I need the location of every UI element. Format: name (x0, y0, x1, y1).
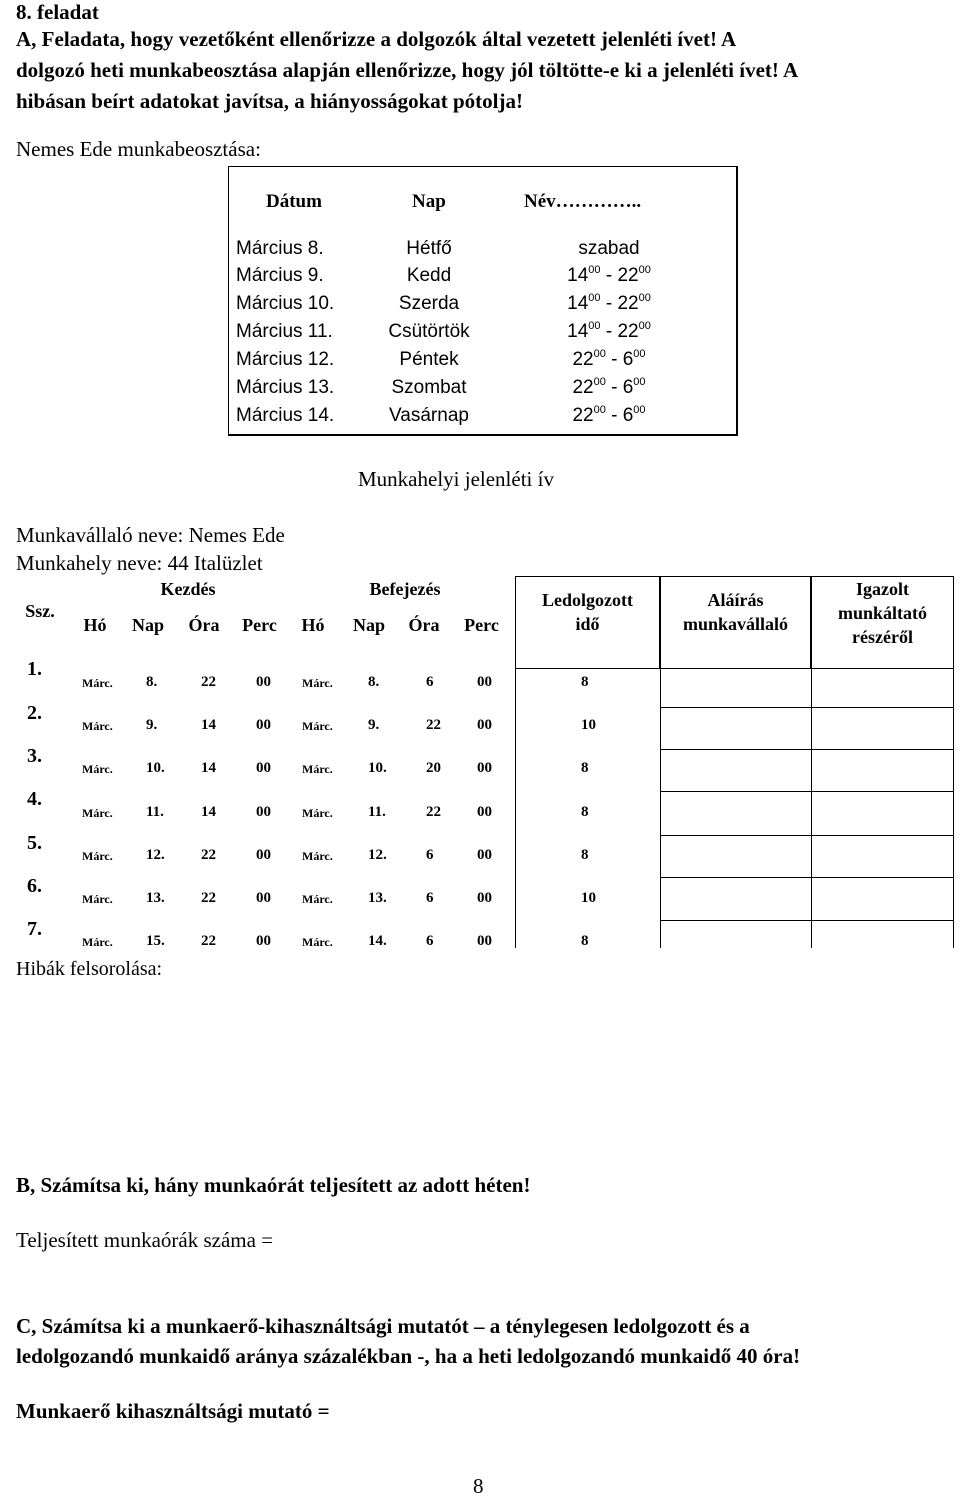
header-ledolgozott-1: Ledolgozott (542, 590, 633, 610)
cell-ledolgozott-ido: 8 (581, 760, 589, 776)
schedule-start-minute: 00 (593, 376, 606, 388)
cell-ho-start: Márc. (82, 719, 113, 733)
schedule-start-minute: 00 (588, 320, 601, 332)
cell-ora-start: 22 (201, 674, 216, 690)
cell-ho-end: Márc. (302, 935, 333, 949)
cell-ledolgozott-ido: 8 (581, 847, 589, 863)
cell-nap-start: 15. (146, 933, 165, 949)
schedule-table (228, 166, 738, 436)
cell-ora-end: 6 (426, 847, 434, 863)
cell-perc-end: 00 (477, 804, 492, 820)
grid-horizontal-line (660, 920, 954, 921)
task-title: 8. feladat (16, 0, 99, 24)
schedule-day: Péntek (399, 349, 459, 370)
schedule-row (229, 377, 736, 403)
row-number: 1. (27, 658, 42, 680)
cell-ora-start: 22 (201, 933, 216, 949)
grid-vertical-line (811, 669, 812, 948)
header-ora-1: Óra (188, 615, 220, 635)
header-nap-2: Nap (352, 615, 385, 635)
cell-ora-end: 22 (426, 804, 441, 820)
schedule-end-minute: 00 (638, 320, 651, 332)
header-igazolt-2: munkáltató (837, 603, 927, 623)
cell-perc-end: 00 (477, 933, 492, 949)
cell-ho-start: Márc. (82, 892, 113, 906)
row-number: 4. (27, 788, 42, 810)
part-b-question: B, Számítsa ki, hány munkaórát teljesített az adott héten! (16, 1173, 531, 1197)
cell-perc-end: 00 (477, 717, 492, 733)
schedule-end-hour: 6 (622, 405, 634, 426)
part-c-question-line-1: C, Számítsa ki a munkaerő-kihasználtsági mutatót – a ténylegesen ledolgozott és a (16, 1314, 750, 1338)
schedule-end-hour: 22 (617, 265, 639, 286)
cell-ledolgozott-ido: 8 (581, 933, 589, 949)
grid-horizontal-line (660, 791, 954, 792)
header-ora-2: Óra (408, 615, 440, 635)
cell-ora-end: 22 (426, 717, 441, 733)
part-c-answer-label: Munkaerő kihasználtsági mutató = (16, 1399, 330, 1423)
errors-label: Hibák felsorolása: (16, 958, 163, 980)
header-kezdes: Kezdés (160, 579, 216, 599)
cell-perc-start: 00 (256, 933, 271, 949)
schedule-start-minute: 00 (593, 404, 606, 416)
schedule-time (529, 377, 689, 399)
schedule-date: Március 11. (236, 321, 333, 342)
cell-ledolgozott-ido: 8 (581, 674, 589, 690)
cell-perc-start: 00 (256, 717, 271, 733)
cell-nap-end: 9. (368, 717, 380, 733)
schedule-end-hour: 6 (622, 377, 634, 398)
row-number: 5. (27, 832, 42, 854)
header-alairas-1: Aláírás (707, 590, 764, 610)
cell-ora-end: 6 (426, 890, 434, 906)
schedule-day: Hétfő (406, 238, 452, 259)
header-alairas-2: munkavállaló (682, 614, 789, 634)
schedule-end-hour: 6 (622, 349, 634, 370)
cell-ho-end: Márc. (302, 849, 333, 863)
grid-horizontal-line (660, 749, 954, 750)
grid-horizontal-line (660, 835, 954, 836)
cell-ho-end: Márc. (302, 762, 333, 776)
schedule-header-day: Nap (412, 191, 446, 212)
schedule-start-hour: 22 (572, 349, 594, 370)
cell-perc-start: 00 (256, 760, 271, 776)
row-number: 2. (27, 702, 42, 724)
grid-horizontal-line (660, 707, 954, 708)
cell-perc-end: 00 (477, 760, 492, 776)
grid-vertical-line (660, 669, 661, 948)
schedule-date: Március 10. (236, 293, 335, 314)
cell-ho-end: Márc. (302, 806, 333, 820)
header-ho-2: Hó (301, 615, 325, 635)
schedule-start-minute: 00 (588, 292, 601, 304)
cell-ho-start: Márc. (82, 849, 113, 863)
schedule-time (529, 321, 689, 343)
cell-ora-start: 14 (201, 760, 216, 776)
cell-perc-end: 00 (477, 890, 492, 906)
cell-nap-start: 11. (146, 804, 164, 820)
schedule-time (529, 265, 689, 287)
cell-nap-end: 10. (368, 760, 387, 776)
schedule-time (529, 405, 689, 427)
cell-nap-end: 12. (368, 847, 387, 863)
schedule-row (229, 293, 736, 319)
schedule-row (229, 238, 736, 264)
schedule-time: szabad (578, 238, 640, 259)
schedule-row (229, 405, 736, 431)
header-ledolgozott-2: idő (575, 614, 600, 634)
cell-nap-start: 12. (146, 847, 165, 863)
schedule-start-hour: 14 (567, 321, 589, 342)
header-nap-1: Nap (131, 615, 164, 635)
schedule-label: Nemes Ede munkabeosztása: (16, 137, 261, 161)
cell-nap-start: 13. (146, 890, 165, 906)
schedule-header-name: Név………….. (524, 191, 642, 212)
cell-ledolgozott-ido: 10 (581, 717, 596, 733)
schedule-header-date: Dátum (266, 191, 322, 212)
cell-perc-start: 00 (256, 804, 271, 820)
cell-ledolgozott-ido: 10 (581, 890, 596, 906)
header-ssz: Ssz. (25, 601, 55, 621)
schedule-start-minute: 00 (593, 348, 606, 360)
workplace-name-line: Munkahely neve: 44 Italüzlet (16, 551, 263, 575)
cell-ora-start: 14 (201, 717, 216, 733)
header-perc-2: Perc (464, 615, 499, 635)
cell-ho-start: Márc. (82, 935, 113, 949)
schedule-separator: - (605, 349, 623, 370)
schedule-start-hour: 14 (567, 265, 589, 286)
schedule-start-minute: 00 (588, 264, 601, 276)
cell-nap-end: 14. (368, 933, 387, 949)
cell-ora-end: 6 (426, 933, 434, 949)
cell-ho-end: Márc. (302, 719, 333, 733)
schedule-end-hour: 22 (617, 293, 639, 314)
schedule-end-minute: 00 (633, 376, 646, 388)
schedule-day: Vasárnap (389, 405, 469, 426)
grid-vertical-line (953, 669, 954, 948)
task-intro-line-2: dolgozó heti munkabeosztása alapján ellenőrizze, hogy jól töltötte-e ki a jelenléti ívet! A (16, 58, 799, 82)
schedule-time (529, 293, 689, 315)
cell-ho-start: Márc. (82, 762, 113, 776)
schedule-start-hour: 22 (572, 405, 594, 426)
schedule-end-minute: 00 (638, 292, 651, 304)
cell-nap-end: 13. (368, 890, 387, 906)
schedule-date: Március 13. (236, 377, 335, 398)
schedule-end-minute: 00 (638, 264, 651, 276)
schedule-separator: - (600, 265, 618, 286)
cell-ora-end: 6 (426, 674, 434, 690)
cell-nap-end: 11. (368, 804, 386, 820)
cell-ora-start: 22 (201, 847, 216, 863)
part-c-question-line-2: ledolgozandó munkaidő aránya százalékban -, ha a heti ledolgozandó munkaidő 40 óra! (16, 1344, 801, 1368)
schedule-row (229, 321, 736, 347)
cell-ora-end: 20 (426, 760, 441, 776)
schedule-time (529, 349, 689, 371)
schedule-day: Szerda (398, 293, 460, 314)
grid-horizontal-line (660, 877, 954, 878)
task-intro-line-1: A, Feladata, hogy vezetőként ellenőrizze a dolgozók által vezetett jelenléti ívet! A (16, 27, 737, 51)
cell-ledolgozott-ido: 8 (581, 804, 589, 820)
row-number: 7. (27, 918, 42, 940)
grid-vertical-line (515, 669, 516, 948)
schedule-separator: - (600, 293, 618, 314)
cell-ho-end: Márc. (302, 892, 333, 906)
schedule-date: Március 12. (236, 349, 335, 370)
cell-perc-start: 00 (256, 847, 271, 863)
cell-perc-end: 00 (477, 847, 492, 863)
header-perc-1: Perc (242, 615, 277, 635)
cell-nap-start: 8. (146, 674, 158, 690)
cell-nap-end: 8. (368, 674, 380, 690)
header-befejezes: Befejezés (369, 579, 441, 599)
schedule-end-hour: 22 (617, 321, 639, 342)
schedule-date: Március 9. (236, 265, 324, 286)
cell-nap-start: 10. (146, 760, 165, 776)
header-igazolt-3: részéről (852, 627, 913, 647)
page-number: 8 (473, 1474, 484, 1498)
cell-ho-start: Márc. (82, 676, 113, 690)
schedule-start-hour: 14 (567, 293, 589, 314)
cell-ora-start: 14 (201, 804, 216, 820)
cell-perc-start: 00 (256, 890, 271, 906)
sheet-title: Munkahelyi jelenléti ív (358, 467, 554, 491)
schedule-day: Szombat (391, 377, 467, 398)
cell-ho-end: Márc. (302, 676, 333, 690)
schedule-day: Csütörtök (388, 321, 470, 342)
cell-ho-start: Márc. (82, 806, 113, 820)
task-intro-line-3: hibásan beírt adatokat javítsa, a hiányosságokat pótolja! (16, 89, 523, 113)
schedule-separator: - (605, 405, 623, 426)
employee-name-line: Munkavállaló neve: Nemes Ede (16, 523, 285, 547)
cell-nap-start: 9. (146, 717, 158, 733)
schedule-separator: - (605, 377, 623, 398)
cell-ora-start: 22 (201, 890, 216, 906)
schedule-start-hour: 22 (572, 377, 594, 398)
schedule-day: Kedd (406, 265, 452, 286)
schedule-row (229, 349, 736, 375)
row-number: 6. (27, 875, 42, 897)
schedule-separator: - (600, 321, 618, 342)
schedule-end-minute: 00 (633, 404, 646, 416)
header-igazolt-1: Igazolt (856, 579, 909, 599)
cell-perc-start: 00 (256, 674, 271, 690)
header-ho-1: Hó (83, 615, 107, 635)
schedule-date: Március 8. (236, 238, 324, 259)
part-b-answer-label: Teljesített munkaórák száma = (16, 1228, 274, 1252)
row-number: 3. (27, 745, 42, 767)
cell-perc-end: 00 (477, 674, 492, 690)
schedule-end-minute: 00 (633, 348, 646, 360)
schedule-date: Március 14. (236, 405, 335, 426)
schedule-row (229, 265, 736, 291)
